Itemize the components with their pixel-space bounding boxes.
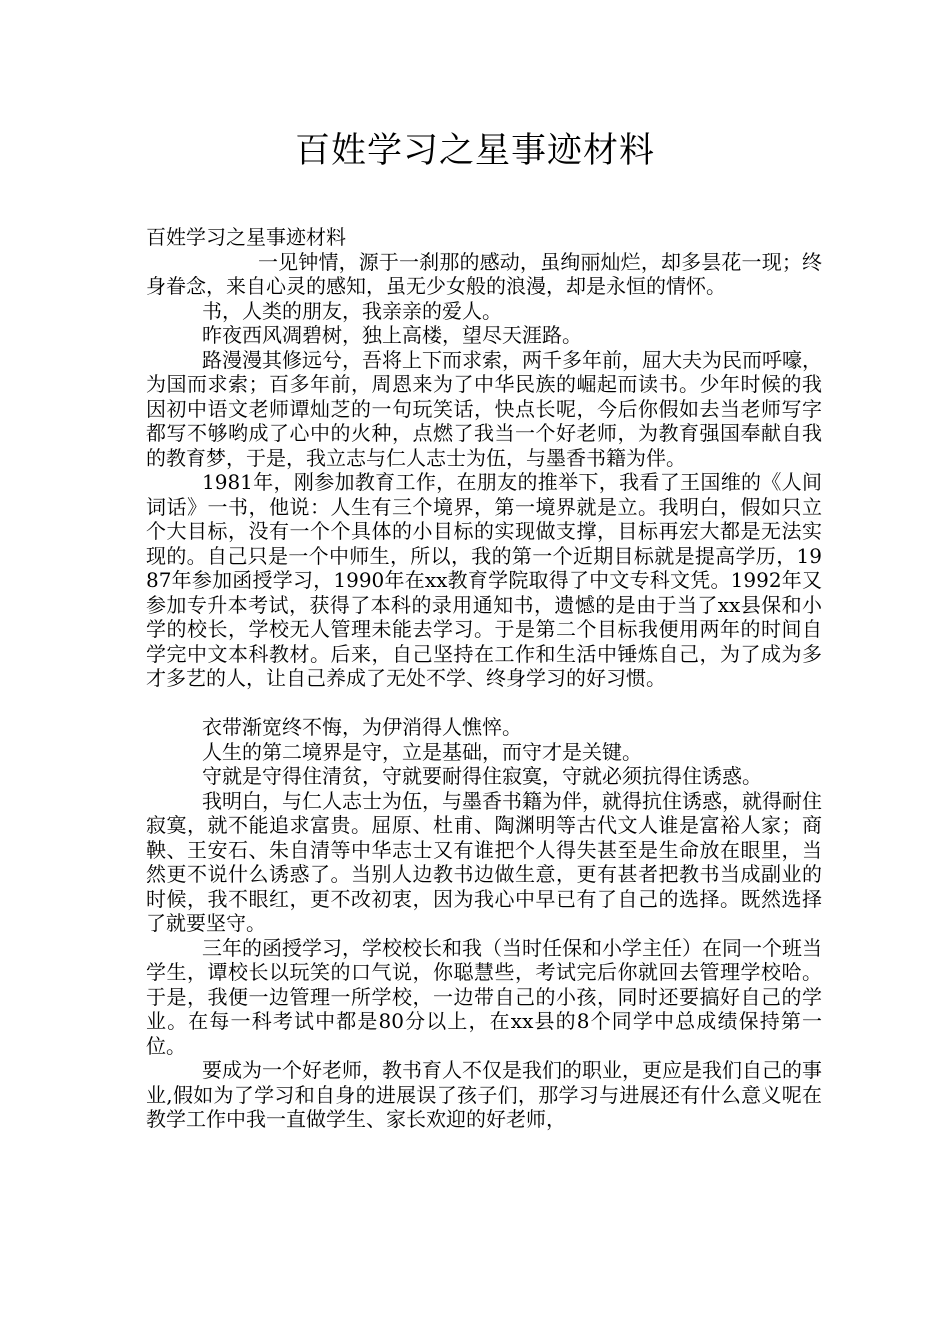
paragraph: 三年的函授学习，学校校长和我（当时任保和小学主任）在同一个班当学生，谭校长以玩笑的口气说，你聪慧些，考试完后你就回去管理学校哈。于是，我便一边管理一所学校，一边带自己的小孩，同时还要搞好自己的学业。在每一科考试中都是80分以上，在xx县的8个同学中总成绩保持第一位。 <box>146 935 822 1058</box>
paragraph: 一见钟情，源于一刹那的感动，虽绚丽灿烂，却多昙花一现；终身眷念，来自心灵的感知，虽无少女般的浪漫，却是永恒的情怀。 <box>146 249 822 298</box>
document-body <box>146 225 822 1132</box>
paragraph: 昨夜西风凋碧树，独上高楼，望尽天涯路。 <box>202 323 582 347</box>
document-title: 百姓学习之星事迹材料 <box>294 131 655 171</box>
paragraph: 人生的第二境界是守，立是基础，而守才是关键。 <box>202 739 642 764</box>
paragraph: 守就是守得住清贫，守就要耐得住寂寞，守就必须抗得住诱惑。 <box>202 764 762 788</box>
paragraph: 书，人类的朋友，我亲亲的爱人。 <box>202 298 502 323</box>
body-heading: 百姓学习之星事迹材料 <box>146 225 346 249</box>
paragraph: 1981年，刚参加教育工作，在朋友的推举下，我看了王国维的《人间词话》一书，他说：人生有三个境界，第一境界就是立。我明白，假如只立个大目标，没有一个个具体的小目标的实现做支撑，目标再宏大都是无法实现的。自己只是一个中师生，所以，我的第一个近期目标就是提高学历，1987年参加函授学习，1990年在xx教育学院取得了中文专科文凭。1992年又参加专升本考试，获得了本科的录用通知书，遗憾的是由于当了xx县保和小学的校长，学校无人管理未能去学习。于是第二个目标我便用两年的时间自学完中文本科教材。后来，自己坚持在工作和生活中锤炼自己，为了成为多才多艺的人，让自己养成了无处不学、终身学习的好习惯。 <box>146 470 822 690</box>
blank-line <box>146 691 822 716</box>
paragraph: 我明白，与仁人志士为伍，与墨香书籍为伴，就得抗住诱惑，就得耐住寂寞，就不能追求富贵。屈原、杜甫、陶渊明等古代文人谁是富裕人家；商鞅、王安石、朱自清等中华志士又有谁把个人得失甚至是生命放在眼里，当然更不说什么诱惑了。当别人边教书边做生意，更有甚者把教书当成副业的时候，我不眼红，更不改初衷，因为我心中早已有了自己的选择。既然选择了就要坚守。 <box>146 788 822 935</box>
paragraph: 路漫漫其修远兮，吾将上下而求索，两千多年前，屈大夫为民而呼嚎，为国而求索；百多年前，周恩来为了中华民族的崛起而读书。少年时候的我因初中语文老师谭灿芝的一句玩笑话，快点长呢，今后你假如去当老师写字都写不够哟成了心中的火种，点燃了我当一个好老师，为教育强国奉献自我的教育梦，于是，我立志与仁人志士为伍，与墨香书籍为伴。 <box>146 347 822 470</box>
paragraph: 衣带渐宽终不悔，为伊消得人憔悴。 <box>202 715 522 739</box>
paragraph: 要成为一个好老师，教书育人不仅是我们的职业，更应是我们自己的事业,假如为了学习和自身的进展误了孩子们，那学习与进展还有什么意义呢在教学工作中我一直做学生、家长欢迎的好老师， <box>146 1058 822 1131</box>
